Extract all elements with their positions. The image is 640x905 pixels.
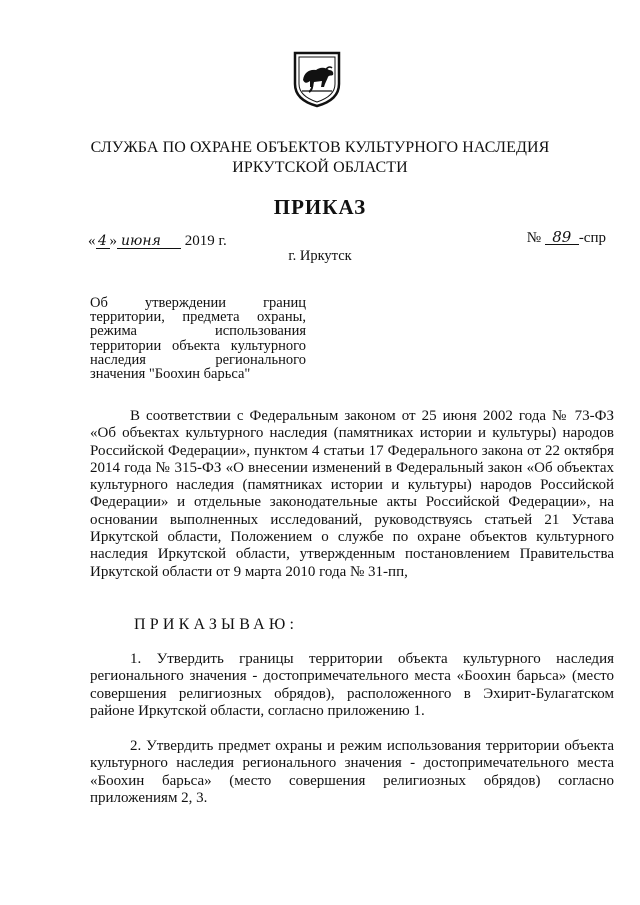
- document-title: ПРИКАЗ: [273, 195, 367, 219]
- subject-line: наследия регионального: [90, 351, 306, 368]
- order-item-1: [90, 651, 614, 720]
- subject-line: значения "Боохин барьса": [90, 366, 251, 383]
- document-subject: [90, 296, 306, 381]
- subject-line: территории, предмета охраны,: [90, 309, 306, 326]
- org-line-1: СЛУЖБА ПО ОХРАНЕ ОБЪЕКТОВ КУЛЬТУРНОГО НАСЛЕДИЯ: [90, 139, 550, 156]
- number-prefix: №: [526, 230, 542, 246]
- subject-line: режима использования: [90, 323, 306, 340]
- coat-of-arms-icon: [292, 50, 342, 108]
- number-suffix: -спр: [578, 230, 606, 246]
- preamble-paragraph: [90, 408, 614, 581]
- document-number: [527, 230, 606, 247]
- order-word: ПРИКАЗЫВАЮ:: [134, 616, 299, 633]
- organization-name: [40, 138, 600, 178]
- order-item-1-text: 1. Утвердить границы территории объекта культурного наследия регионального значения - достопримечательного места «Боохин барьса» (место совершения религиозных обрядов), расположенного в Эхирит-Булагатском районе Иркутской области, согласно приложению 1.: [90, 651, 614, 719]
- number-value: 89: [545, 230, 579, 245]
- date-year: 2019 г.: [184, 233, 227, 249]
- date-day: 4: [96, 234, 110, 249]
- city: г. Иркутск: [288, 248, 352, 264]
- org-line-2: ИРКУТСКОЙ ОБЛАСТИ: [232, 159, 408, 176]
- preamble-text: В соответствии с Федеральным законом от 25 июня 2002 года № 73-ФЗ «Об объектах культурного наследия (памятниках истории и культуры) народов Российской Федерации», пунктом 4 статьи 17 Федерального закона от 22 октября 2014 года № 315-ФЗ «О внесении изменений в Федеральный закон «Об объектах культурного наследия (памятниках истории и культуры) народов Российской Федерации» и отдельные законодательные акты Российской Федерации», на основании выполненных исследований, руководствуясь статьей 21 Устава Иркутской области, Положением о службе по охране объектов культурного наследия Иркутской области, утвержденным постановлением Правительства Иркутской области от 9 марта 2010 года № 31-пп,: [90, 408, 614, 580]
- date-close-quote: »: [109, 233, 117, 249]
- date-open-quote: «: [88, 233, 96, 249]
- order-item-2-text: 2. Утвердить предмет охраны и режим использования территории объекта культурного наследия регионального значения - достопримечательного места «Боохин барьса» (место совершения религиозных обрядов) согласно приложениям 2, 3.: [90, 738, 614, 806]
- date-month: июня: [117, 234, 181, 249]
- subject-line: территории объекта культурного: [90, 337, 306, 354]
- emblem-shield-icon: [292, 50, 342, 108]
- subject-line: Об утверждении границ: [90, 295, 306, 311]
- order-item-2: [90, 738, 614, 807]
